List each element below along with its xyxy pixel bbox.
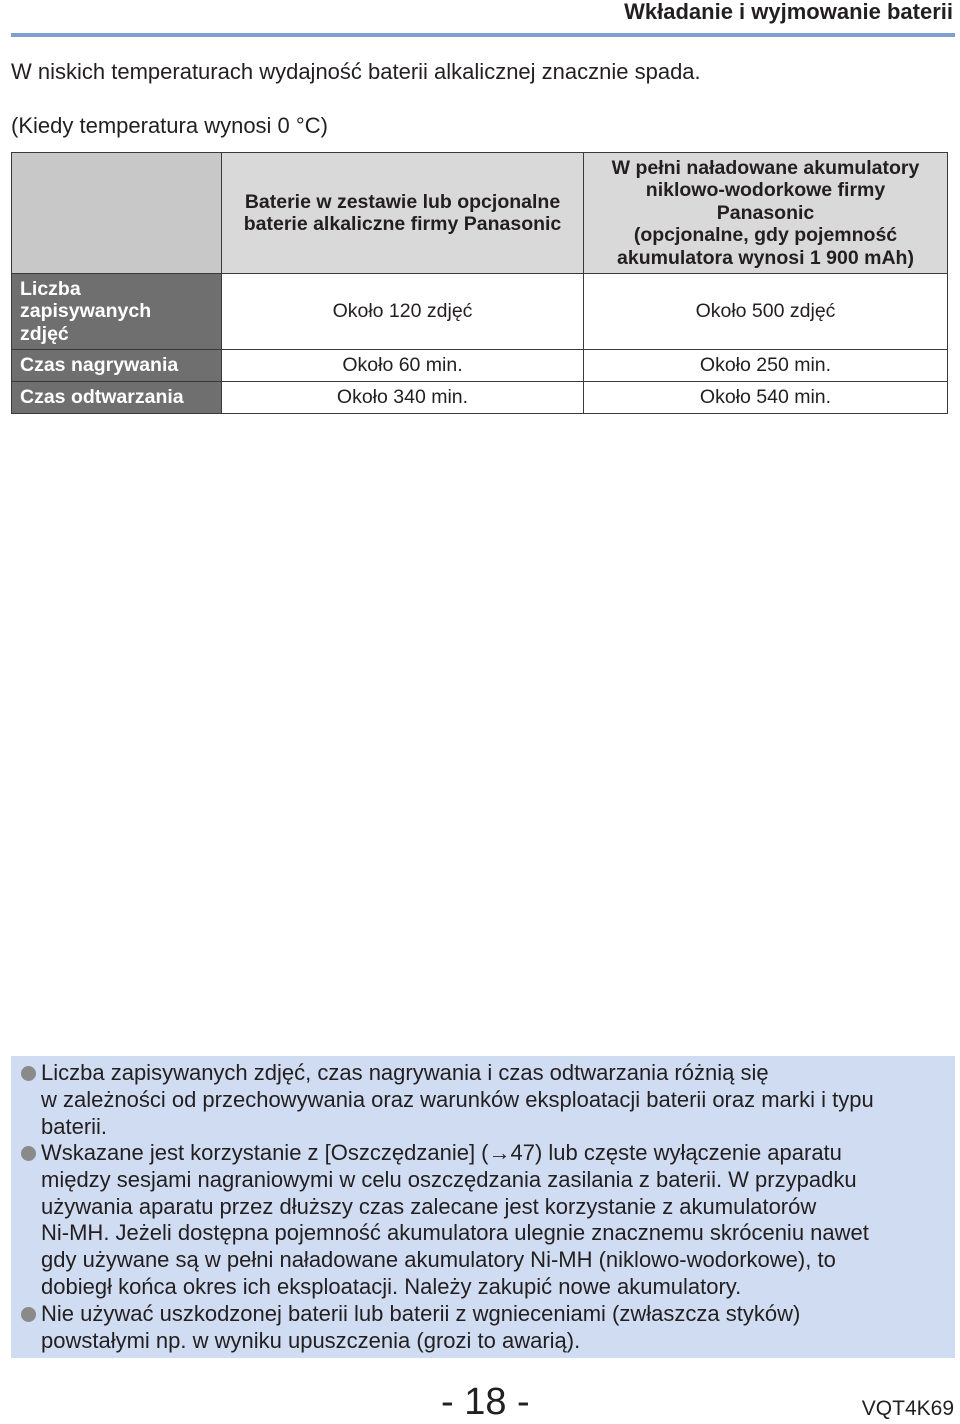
- table-header-row: [12, 153, 948, 274]
- note-line: baterii.: [41, 1113, 108, 1139]
- bullet-icon: [21, 1146, 36, 1161]
- note-line: Ni-MH. Jeżeli dostępna pojemność akumulatora ulegnie znacznemu skróceniu nawet: [41, 1220, 869, 1246]
- note-line: między sesjami nagraniowymi w celu oszczędzania zasilania z baterii. W przypadku: [41, 1166, 857, 1192]
- note-line: Liczba zapisywanych zdjęć, czas nagrywania i czas odtwarzania różnią się: [41, 1060, 769, 1085]
- note-item: [41, 1140, 946, 1301]
- notes-box: [11, 1056, 955, 1358]
- column-header-panasonic-batteries: [222, 153, 584, 274]
- table-cell: Około 340 min.: [222, 382, 584, 414]
- column-header-line: baterie alkaliczne firmy Panasonic: [243, 213, 562, 235]
- bullet-icon: [21, 1066, 36, 1081]
- table-row: [12, 350, 948, 382]
- table-cell: Około 250 min.: [584, 350, 948, 382]
- table-row: [12, 382, 948, 414]
- document-code: VQT4K69: [861, 1397, 954, 1420]
- table-corner-cell: [12, 153, 222, 274]
- note-line: używania aparatu przez dłuższy czas zalecane jest korzystanie z akumulatorów: [41, 1193, 817, 1219]
- column-header-line: Baterie w zestawie lub opcjonalne: [244, 190, 561, 213]
- header-divider: [11, 33, 955, 37]
- note-line: gdy używane są w pełni naładowane akumulatory Ni-MH (niklowo-wodorkowe), to: [41, 1247, 836, 1273]
- column-header-nimh-batteries: [584, 153, 948, 274]
- note-line: dobiegł końca okres ich eksploatacji. Należy zakupić nowe akumulatory.: [41, 1273, 742, 1299]
- page-section-title: Wkładanie i wyjmowanie baterii: [624, 0, 953, 24]
- table-row: [12, 274, 948, 350]
- note-line: powstałymi np. w wyniku upuszczenia (grozi to awarią).: [41, 1327, 581, 1353]
- row-header-line: Czas nagrywania: [20, 354, 179, 377]
- row-header-line: zdjęć: [20, 322, 69, 345]
- table-cell: Około 60 min.: [222, 350, 584, 382]
- table-cell: Około 120 zdjęć: [222, 274, 584, 350]
- row-header-line: zapisywanych: [20, 300, 152, 323]
- note-item: [41, 1301, 946, 1355]
- intro-text: W niskich temperaturach wydajność baterii alkalicznej znacznie spada.: [11, 59, 701, 84]
- row-header-playback-time: [12, 382, 222, 414]
- row-header-line: Czas odtwarzania: [20, 386, 184, 409]
- temperature-condition: (Kiedy temperatura wynosi 0 °C): [11, 113, 328, 138]
- page-number: - 18 -: [441, 1381, 530, 1423]
- column-header-line: (opcjonalne, gdy pojemność: [633, 224, 898, 247]
- note-line: Wskazane jest korzystanie z [Oszczędzanie] (→47) lub częste wyłączenie aparatu: [41, 1140, 842, 1165]
- column-header-line: niklowo-wodorkowe firmy: [645, 179, 886, 202]
- battery-performance-table: [11, 152, 948, 414]
- row-header-line: Liczba: [20, 277, 81, 300]
- note-item: [41, 1060, 946, 1140]
- note-line: w zależności od przechowywania oraz warunków eksploatacji baterii oraz marki i typu: [41, 1086, 874, 1112]
- row-header-recording-time: [12, 350, 222, 382]
- table-cell: Około 540 min.: [584, 382, 948, 414]
- column-header-line: akumulatora wynosi 1 900 mAh): [617, 246, 914, 269]
- bullet-icon: [21, 1307, 36, 1322]
- column-header-line: W pełni naładowane akumulatory: [611, 156, 920, 179]
- table-cell: Około 500 zdjęć: [584, 274, 948, 350]
- column-header-line: Panasonic: [716, 201, 815, 224]
- row-header-photo-count: [12, 274, 222, 350]
- note-line: Nie używać uszkodzonej baterii lub baterii z wgnieceniami (zwłaszcza styków): [41, 1301, 801, 1326]
